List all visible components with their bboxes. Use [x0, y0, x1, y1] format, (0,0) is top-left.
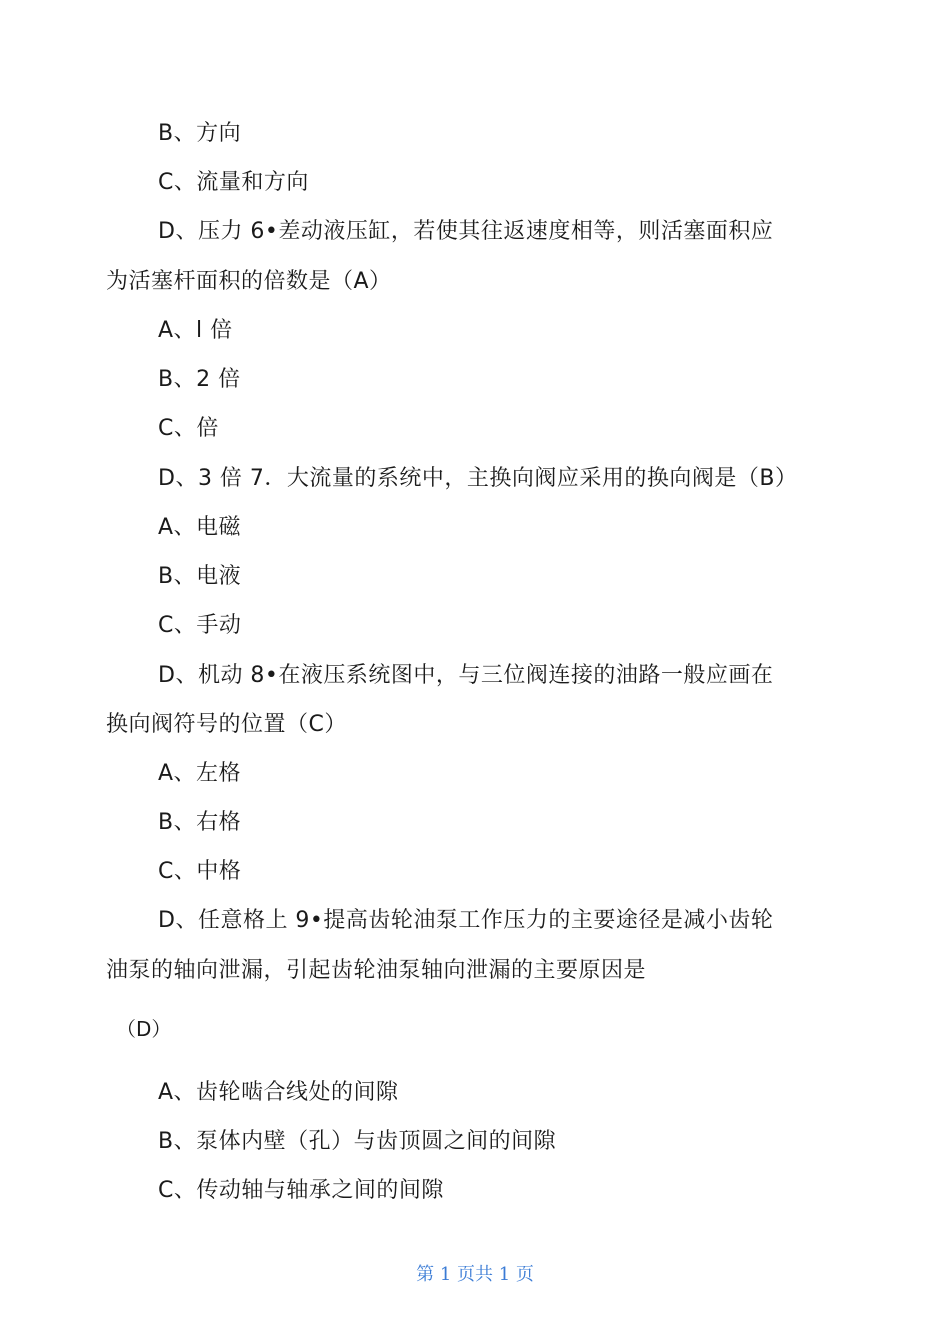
- question-continuation: 油泵的轴向泄漏，引起齿轮油泵轴向泄漏的主要原因是: [106, 958, 647, 983]
- option-line: C、倍: [158, 416, 219, 441]
- option-line: B、右格: [158, 810, 242, 835]
- option-line: B、2 倍: [158, 367, 241, 392]
- option-line: B、电液: [158, 564, 242, 589]
- option-line: A、l 倍: [158, 318, 233, 343]
- question-line: D、压力 6•差动液压缸，若使其往返速度相等，则活塞面积应: [158, 219, 774, 244]
- question-line: D、任意格上 9•提高齿轮油泵工作压力的主要途径是减小齿轮: [158, 908, 774, 933]
- option-line: A、齿轮啮合线处的间隙: [158, 1080, 399, 1105]
- question-line: D、3 倍 7．大流量的系统中，主换向阀应采用的换向阀是（B）: [158, 466, 798, 491]
- page-footer: 第 1 页共 1 页: [416, 1264, 534, 1285]
- option-line: A、电磁: [158, 515, 242, 540]
- option-line: C、传动轴与轴承之间的间隙: [158, 1178, 444, 1203]
- answer-label: （D）: [116, 1017, 172, 1041]
- question-line: D、机动 8•在液压系统图中，与三位阀连接的油路一般应画在: [158, 663, 774, 688]
- option-line: C、流量和方向: [158, 170, 309, 195]
- option-line: B、泵体内壁（孔）与齿顶圆之间的间隙: [158, 1129, 557, 1154]
- question-continuation: 换向阀符号的位置（C）: [106, 712, 347, 737]
- option-line: C、中格: [158, 859, 242, 884]
- question-continuation: 为活塞杆面积的倍数是（A）: [106, 269, 392, 294]
- option-line: C、手动: [158, 613, 242, 638]
- option-line: B、方向: [158, 121, 242, 146]
- option-line: A、左格: [158, 761, 242, 786]
